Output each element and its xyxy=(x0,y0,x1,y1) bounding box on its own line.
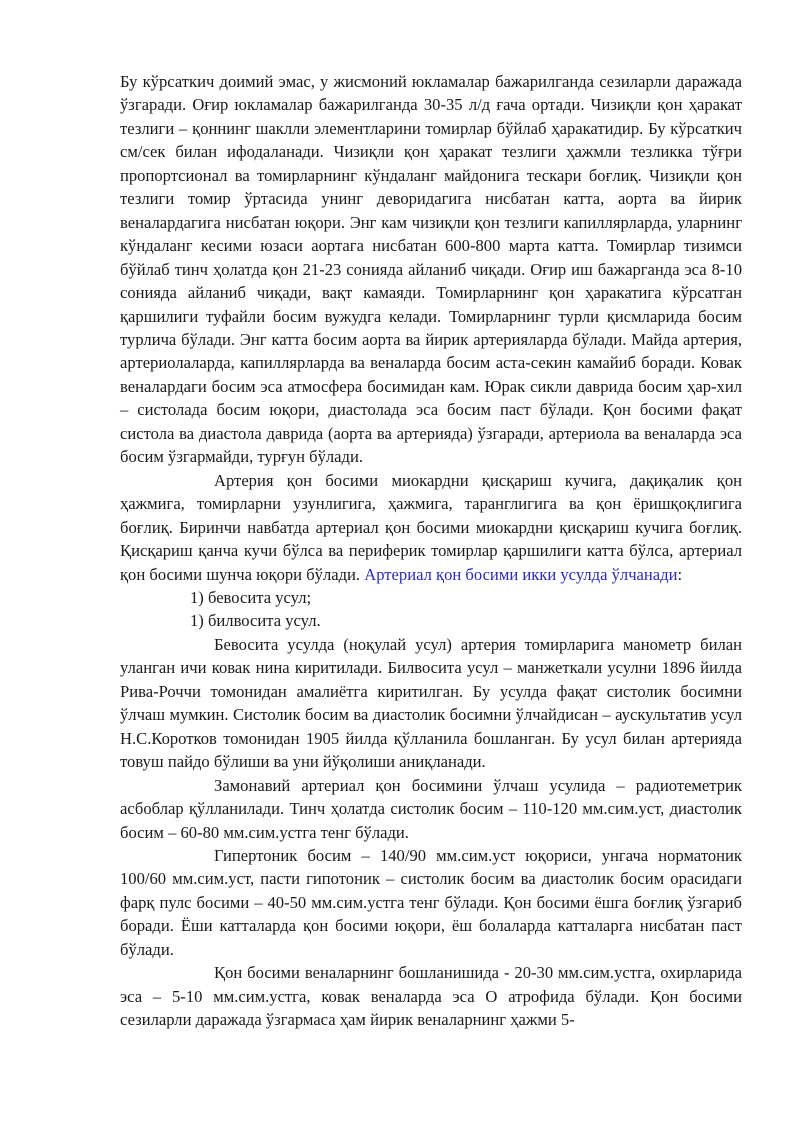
paragraph-blood-flow-velocity: Бу кўрсаткич доимий эмас, у жисмоний юкламалар бажарилганда сезиларли даражада ўзгаради. Оғир юкламалар бажарилганда 30-35 л/д ғача ортади. Чизиқли қон ҳаракат тезлиги – қоннинг шаклли элементларини томирлар бўйлаб ҳаракатидир. Бу кўрсаткич см/сек билан ифодаланади. Чизиқли қон ҳаракат тезлиги ҳажмли тезликка тўғри пропортсионал ва томирларнинг кўндаланг майдонига тескари боғлиқ. Чизиқли қон тезлиги томир ўртасида унинг деворидагига нисбатан катта, аорта ва йирик веналардагига нисбатан юқори. Энг кам чизиқли қон тезлиги капиллярларда, уларнинг кўндаланг кесими юзаси аортага нисбатан 600-800 марта катта. Томирлар тизимси бўйлаб тинч ҳолатда қон 21-23 сонияда айланиб чиқади. Оғир иш бажарганда эса 8-10 сонияда айланиб чиқади, вақт камаяди. Томирларнинг қон ҳаракатига кўрсатган қаршилиги туфайли босим вужудга келади. Томирларнинг турли қисмларида босим турлича бўлади. Энг катта босим аорта ва йирик артерияларда бўлади. Майда артерия, артериолаларда, капиллярларда ва веналарда босим аста-секин камайиб боради. Ковак веналардаги босим эса атмосфера босимидан кам. Юрак сикли даврида босим ҳар-хил – систолада босим юқори, диастолада эса босим паст бўлади. Қон босими фақат систола ва диастола даврида (аорта ва артерияда) ўзгаради, артериола ва веналарда эса босим ўзгармайди, турғун бўлади. xyxy=(120,72,742,467)
paragraph-venous-pressure: Қон босими веналарнинг бошланишида - 20-30 мм.сим.устга, охирларида эса – 5-10 мм.сим.устга, ковак веналарда эса О атрофида бўлади. Қон босими сезиларли даражада ўзгармаса ҳам йирик веналарнинг ҳажми 5- xyxy=(120,963,742,1030)
paragraph-arterial-pressure xyxy=(120,469,742,586)
paragraph-modern-method: Замонавий артериал қон босимини ўлчаш усулида – радиотеметрик асбоблар қўлланилади. Тинч ҳолатда систолик босим – 110-120 мм.сим.уст, диастолик босим – 60-80 мм.сим.устга тенг бўлади. xyxy=(120,775,742,842)
list-item-direct-method: 1) бевосита усул; xyxy=(190,587,312,607)
paragraph-hypertonic-pressure: Гипертоник босим – 140/90 мм.сим.уст юқориси, унгача норматоник 100/60 мм.сим.уст, пасти гипотоник – систолик босим ва диастолик босим орасидаги фарқ пулс босими – 40-50 мм.сим.устга тенг бўлади. Қон босими ёшга боғлиқ ўзгариб боради. Ёши катталарда қон босими юқори, ёш болаларда катталарга нисбатан паст бўлади. xyxy=(120,845,742,959)
measurement-methods-link[interactable]: Артериал қон босими икки усулда ўлчанади xyxy=(364,564,678,584)
paragraph-arterial-pressure-text: Артерия қон босими миокардни қисқариш кучига, дақиқалик қон ҳажмига, томирларни узунлигига, ҳажмига, таранглигига ва қон ёришқоқлигига боғлиқ. Биринчи навбатда артериал қон босими миокардни қисқариш кучига боғлиқ. Қисқариш қанча кучи бўлса ва периферик томирлар қаршилиги катта бўлса, артериал қон босими шунча юқори бўлади. xyxy=(120,470,742,584)
link-colon: : xyxy=(677,564,683,584)
paragraph-direct-method: Бевосита усулда (ноқулай усул) артерия томирларига манометр билан уланган ичи ковак нина киритилади. Билвосита усул – манжеткали усулни 1896 йилда Рива-Роччи томонидан амалиётга киритилган. Бу усулда фақат систолик босимни ўлчаш мумкин. Систолик босим ва диастолик босимни ўлчайдисан – аускультатив усул Н.С.Коротков томонидан 1905 йилда қўлланила бошланган. Бу усул билан артерияда товуш пайдо бўлиши ва уни йўқолиши аниқланади. xyxy=(120,634,742,772)
list-item-indirect-method: 1) билвосита усул. xyxy=(190,611,321,631)
document-page xyxy=(120,70,742,1032)
